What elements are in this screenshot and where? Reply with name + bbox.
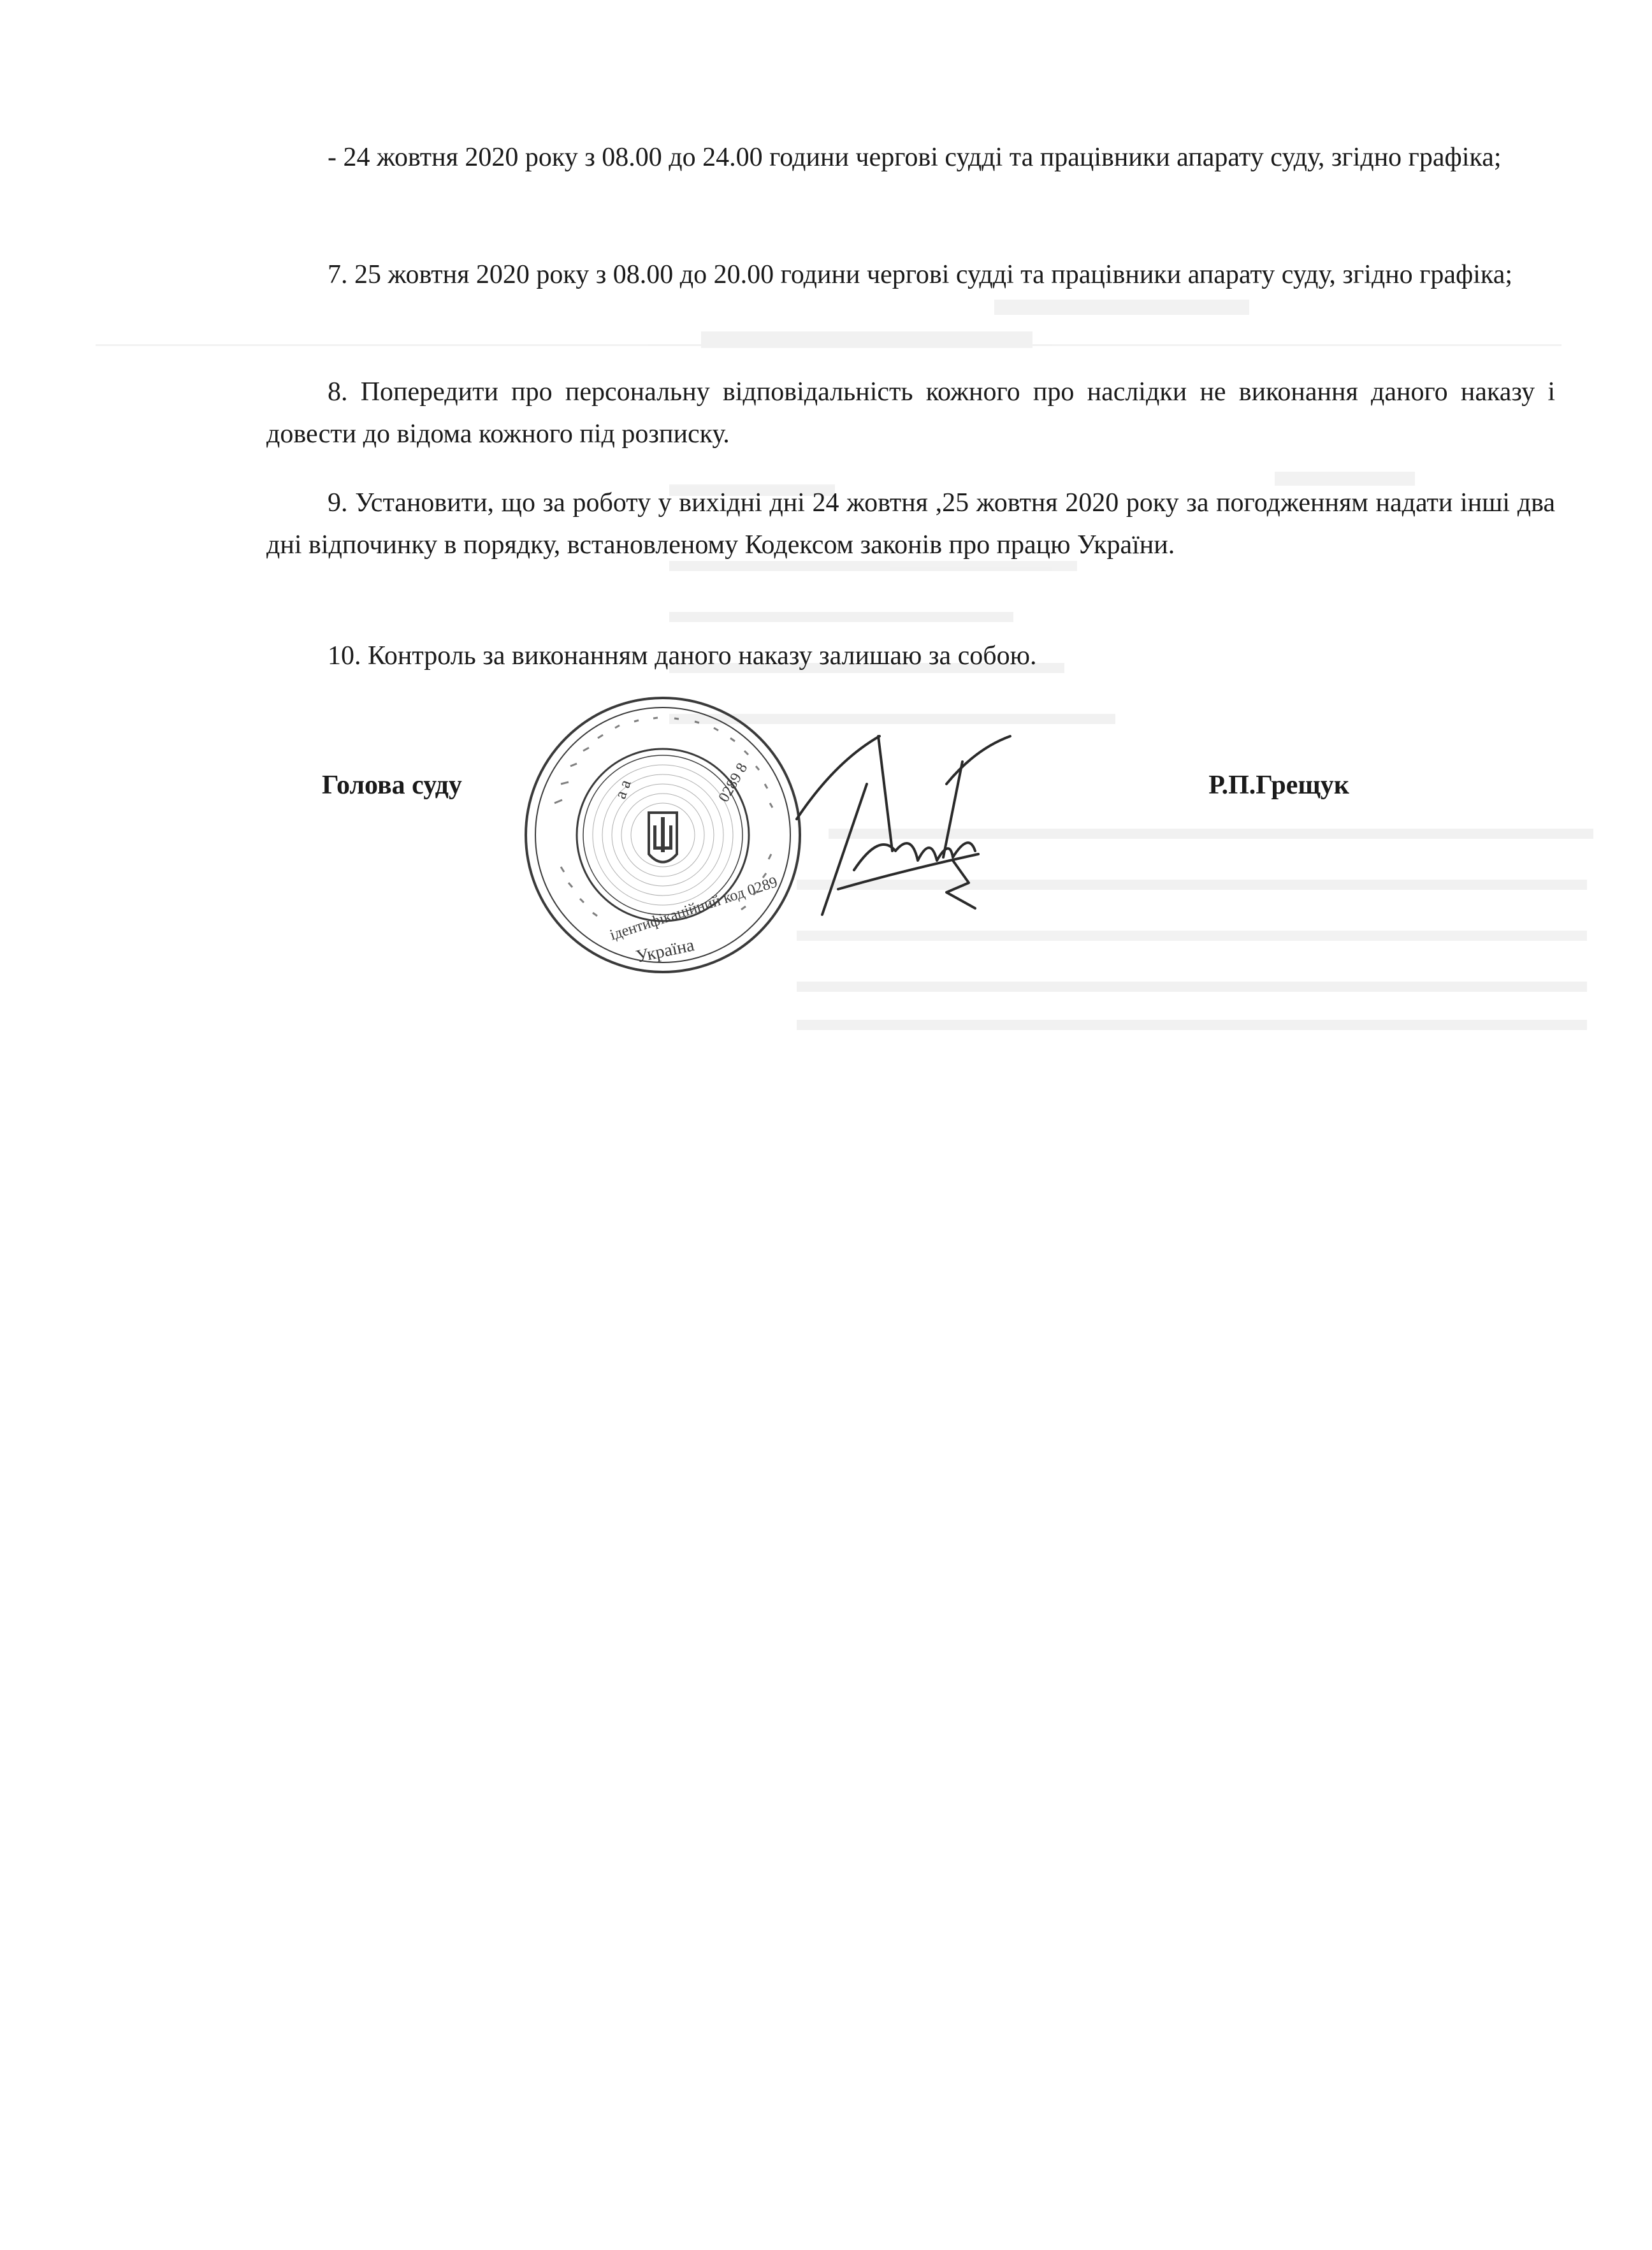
paragraph-item-9 — [266, 482, 1555, 566]
paragraph-item-10 — [266, 635, 1555, 677]
paragraph-item-7 — [266, 254, 1555, 296]
paragraph-text: 7. 25 жовтня 2020 року з 08.00 до 20.00 години чергові судді та працівники апарату суду, згідно графіка; — [328, 260, 1513, 289]
handwritten-signature — [784, 723, 1026, 927]
stamp-inner-text: ідентифікаційний код 0289 — [607, 874, 780, 944]
paragraph-text: 8. Попередити про персональну відповідальність кожного про наслідки не виконання даного наказу і довести до відома кожного під розписку. — [266, 377, 1555, 449]
signer-name: Р.П.Грещук — [1208, 771, 1349, 800]
paragraph-text: 9. Установити, що за роботу у вихідні дні 24 жовтня ,25 жовтня 2020 року за погодженням надати інші два дні відпочинку в порядку, встановленому Кодексом законів про працю України. — [266, 488, 1555, 560]
paragraph-text: - 24 жовтня 2020 року з 08.00 до 24.00 години чергові судді та працівники апарату суду, згідно графіка; — [328, 143, 1502, 172]
stamp-country-text: Україна — [634, 935, 697, 967]
signature-block — [322, 763, 1349, 808]
svg-text:a a: a a — [611, 777, 635, 802]
paragraph-text: 10. Контроль за виконанням даного наказу залишаю за собою. — [328, 641, 1037, 671]
position-label: Голова суду — [322, 771, 462, 800]
stamp-code-text: 0289 8 — [715, 760, 751, 805]
paragraph-item-8 — [266, 371, 1555, 455]
paragraph-item-1 — [266, 136, 1555, 178]
official-seal-stamp — [516, 688, 809, 982]
